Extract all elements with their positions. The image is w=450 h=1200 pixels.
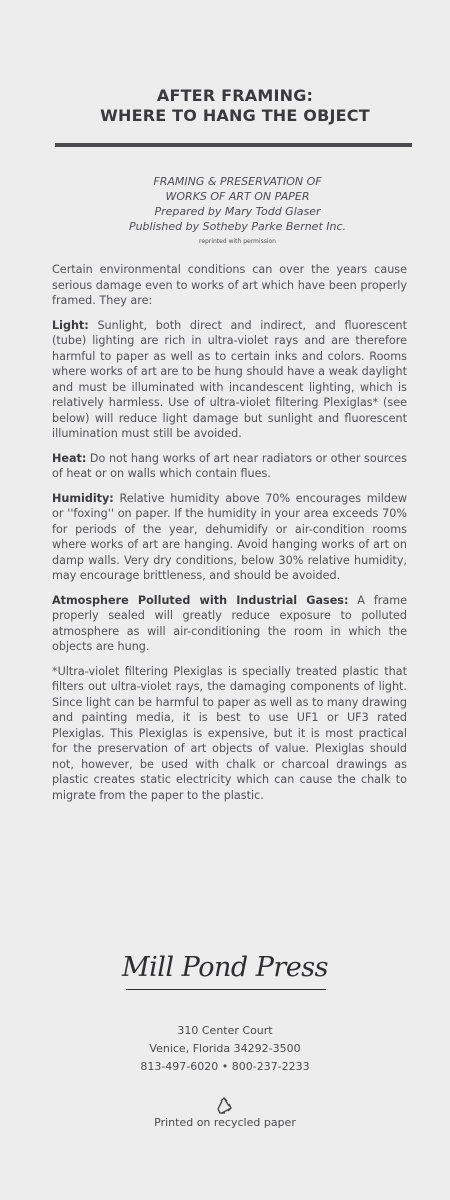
atmosphere-text: A frame properly sealed will greatly reduce exposure to polluted atmosphere as will air-conditioning the room in which the objects are hung. [52,593,407,653]
intro-paragraph: Certain environmental conditions can over the years cause serious damage even to works of art which have been properly framed. They are: [52,263,407,307]
heat-text: Do not hang works of art near radiators or other sources of heat or on walls which contain flues. [52,451,407,480]
recycle-icon [214,1097,234,1115]
recycled-paper-note: Printed on recycled paper [154,1116,296,1129]
humidity-text: Relative humidity above 70% encourages mildew or ''foxing'' on paper. If the humidity in your area exceeds 70% for periods of the year, dehumidify or air-condition rooms where works of art are hanging. Avoid hanging works of art on damp walls. Very dry conditions, below 30% relative humidity, may encourage brittleness, and should be avoided. [52,491,407,582]
heat-paragraph [52,451,407,482]
title-divider [55,143,412,147]
publisher-logo: Mill Pond Press [122,952,328,983]
address-line-2: Venice, Florida 34292-3500 [149,1042,301,1055]
humidity-label: Humidity: [52,491,114,505]
atmosphere-label: Atmosphere Polluted with Industrial Gases: [52,593,349,607]
title-line-1: AFTER FRAMING: [156,86,314,105]
address-line-1: 310 Center Court [177,1024,273,1037]
light-text: Sunlight, both direct and indirect, and fluorescent (tube) lighting are rich in ultra-violet rays and are therefore harmful to paper as well as to certain inks and colors. Rooms where works of art are to be hung should have a weak daylight and must be illuminated with incandescent lighting, which is relatively harmless. Use of ultra-violet filtering Plexiglas* (see below) will reduce light damage but sunlight and fluorescent illumination must still be avoided. [52,318,407,440]
credit-line-4: Published by Sotheby Parke Bernet Inc. [128,220,347,233]
atmosphere-paragraph [52,593,407,655]
footnote-paragraph: *Ultra-violet filtering Plexiglas is specially treated plastic that filters out ultra-violet rays, the damaging components of light. Since light can be harmful to paper as well as to many drawing and painting media, it is best to use UF1 or UF3 rated Plexiglas. This Plexiglas is expensive, but it is most practical for the preservation of art objects of value. Plexiglas should not, however, be used with chalk or charcoal drawings as plastic creates static electricity which can cause the chalk to migrate from the paper to the plastic. [52,664,407,802]
credit-line-1: FRAMING & PRESERVATION OF [153,175,322,188]
light-label: Light: [52,318,89,332]
page-title [60,86,410,126]
reprint-note: reprinted with permission [199,238,276,245]
credit-line-2: WORKS OF ART ON PAPER [165,190,310,203]
source-credit [60,174,415,248]
heat-label: Heat: [52,451,87,465]
phone-numbers: 813-497-6020 • 800-237-2233 [140,1060,310,1073]
credit-line-3: Prepared by Mary Todd Glaser [154,205,321,218]
humidity-paragraph [52,491,407,584]
title-line-2: WHERE TO HANG THE OBJECT [100,106,370,125]
article-body [52,262,407,812]
light-paragraph [52,318,407,442]
publisher-address [100,1022,350,1076]
logo-underline [126,989,326,990]
